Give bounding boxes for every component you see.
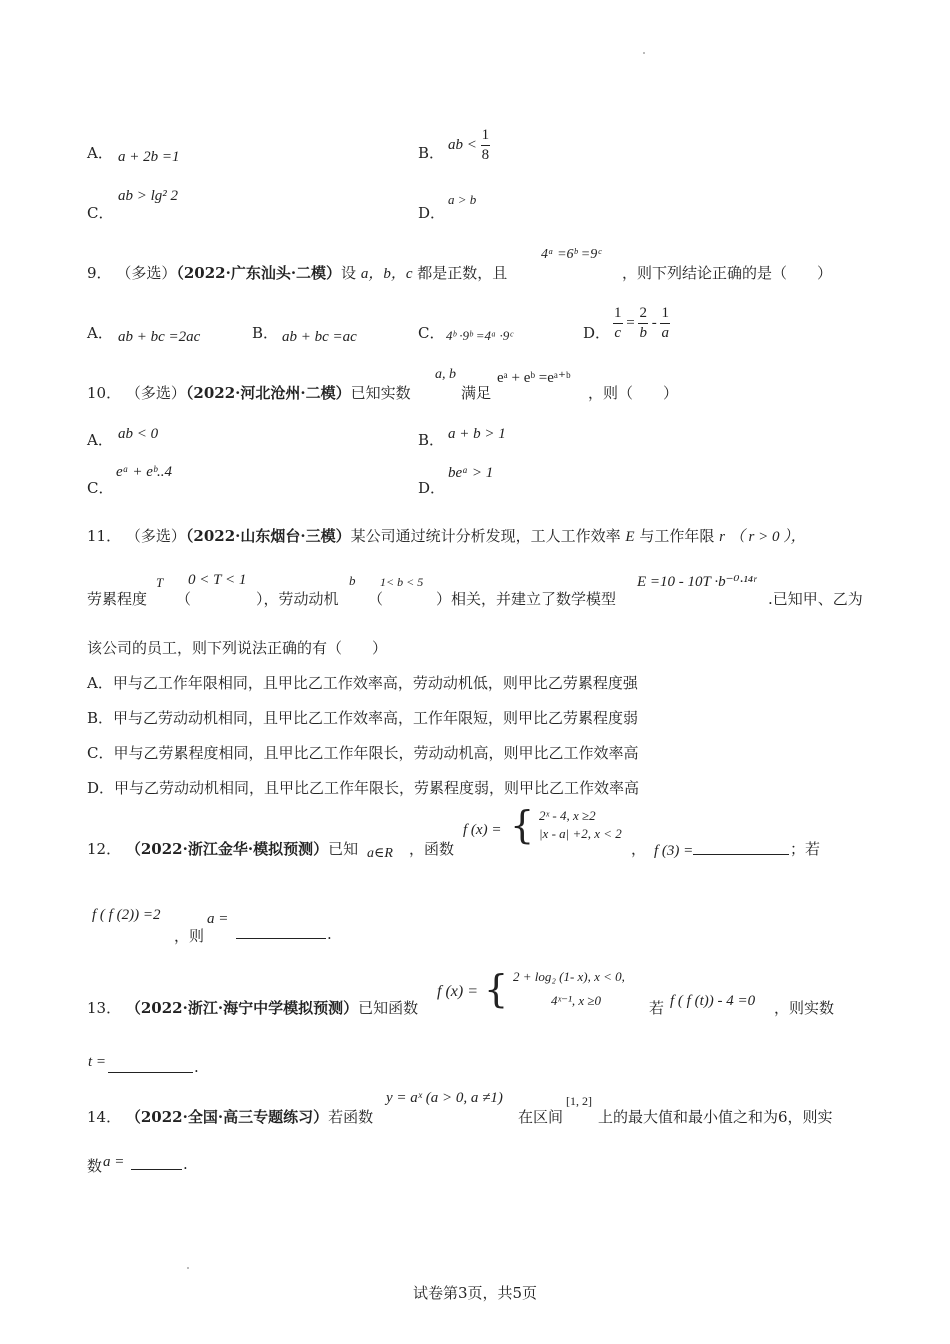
q9-d-d3: a: [661, 325, 669, 341]
q13-answer-blank[interactable]: [108, 1072, 193, 1073]
q12-number: 12．: [87, 840, 122, 858]
q12-piece-2: |x - a| +2, x < 2: [538, 826, 622, 841]
q13-piecewise: [484, 965, 625, 1013]
q8-option-a-expr: a + 2b =1: [118, 149, 180, 165]
q11-line1-text: 某公司通过统计分析发现，工人工作效率: [350, 527, 621, 545]
q13-piece-2: 4ˣ⁻¹, x ≥0: [550, 993, 602, 1008]
q10-vars: a, b: [435, 367, 456, 382]
q12-source: （2022·浙江金华·模拟预测）: [125, 840, 329, 858]
q12-stem: [87, 838, 358, 859]
q9-option-b-label: B．: [252, 324, 279, 342]
q14-answer-blank[interactable]: [131, 1169, 182, 1170]
q11-option-b: B．甲与乙劳动动机相同，且甲比乙工作效率高，工作年限短，则甲比乙劳累程度弱: [87, 709, 639, 727]
q8-option-d-label: D．: [418, 204, 446, 222]
q12-ask2: a =: [207, 911, 229, 927]
q9-stem-pre: 设: [341, 264, 357, 282]
q14-end: .: [183, 1155, 188, 1173]
q11-number: 11．: [87, 527, 122, 545]
q10-stem: [87, 382, 411, 403]
q11-tag: （多选）: [125, 527, 186, 545]
q10-option-a-expr: ab < 0: [118, 426, 159, 442]
scan-dot: [643, 52, 645, 54]
q11-option-d: D．甲与乙劳动动机相同，且甲比乙工作年限长，劳累程度弱，则甲比乙工作效率高: [87, 779, 640, 797]
q8-b-den: 8: [481, 147, 490, 163]
q12-pieces: [539, 807, 622, 843]
q12-ask1-post: ；若: [790, 840, 821, 858]
q11-cond-t: 0 < T < 1: [188, 572, 247, 588]
q10-stem-mid: 满足: [461, 384, 492, 402]
q11-option-c: C．甲与乙劳累程度相同，且甲比乙工作年限长，劳动动机高，则甲比乙工作效率高: [87, 744, 639, 762]
q9-d-n1: 1: [613, 306, 623, 324]
q9-source: （2022·广东汕头·二模）: [176, 264, 342, 282]
q12-stem-pre: 已知: [328, 840, 359, 858]
q14-stem-mid: 在区间: [518, 1108, 564, 1126]
q8-option-c-expr: ab > lg² 2: [118, 188, 179, 204]
q10-condition: eᵃ + eᵇ =eᵃ⁺ᵇ: [497, 370, 571, 386]
q10-stem-post: ，则（ ）: [588, 384, 679, 402]
q9-stem-post: ，则下列结论正确的是（ ）: [622, 264, 833, 282]
q9-option-a-expr: ab + bc =2ac: [118, 329, 201, 345]
q8-b-num: 1: [481, 128, 491, 146]
q13-f-def: f (x) =: [437, 983, 478, 1000]
q11-line2-post: .已知甲、乙为: [768, 590, 863, 608]
q9-option-c-label: C．: [418, 324, 445, 342]
scan-dot: [187, 1267, 189, 1269]
q11-mid3: ）相关，并建立了数学模型: [436, 590, 617, 608]
q11-line2-pre: 劳累程度: [87, 590, 148, 608]
q13-piece-1: 2 + log₂ (1- x), x < 0,: [512, 969, 625, 984]
q12-answer-blank-1[interactable]: [693, 854, 789, 855]
q14-interval: [1, 2]: [566, 1094, 592, 1108]
q14-stem-post: 上的最大值和最小值之和为6，则实: [598, 1108, 833, 1126]
q10-option-b-expr: a + b > 1: [448, 426, 506, 442]
q8-option-d-expr: a > b: [448, 192, 477, 207]
q11-mid2: ），劳动动机: [256, 590, 339, 608]
q11-source: （2022·山东烟台·三模）: [185, 527, 351, 545]
q9-d-frac-2: [638, 306, 648, 341]
q13-ruo: 若: [649, 999, 665, 1017]
q12-line2-expr: f ( f (2)) =2: [92, 907, 161, 923]
q10-option-a-label: A．: [87, 431, 113, 449]
q9-vars: a，b，c: [360, 266, 413, 282]
page-footer: 试卷第3页，共5页: [412, 1284, 538, 1302]
q9-d-d2: b: [639, 325, 647, 341]
q11-mid1: 与工作年限: [639, 527, 715, 545]
q13-cond: f ( f (t)) - 4 =0: [670, 993, 756, 1009]
q11-var-e: E: [625, 529, 635, 545]
q14-line2-pre: 数: [87, 1157, 103, 1175]
q11-var-r: r: [719, 529, 725, 545]
q12-answer-blank-2[interactable]: [236, 938, 326, 939]
q10-option-c-expr: eᵃ + eᵇ..4: [116, 464, 172, 480]
q11-var-b: b: [349, 573, 356, 588]
q14-source: （2022·全国·高三专题练习）: [125, 1108, 329, 1126]
q9-option-a-label: A．: [87, 324, 113, 342]
q11-cond-b: 1< b < 5: [380, 575, 424, 589]
q11-var-t: T: [156, 575, 164, 590]
q12-f-def: f (x) =: [463, 822, 502, 838]
q9-d-n2: 2: [638, 306, 648, 324]
q13-ask: t =: [88, 1054, 107, 1070]
q8-option-b-expr: [448, 128, 490, 163]
q9-d-frac-1: [613, 306, 623, 341]
q10-option-d-expr: beᵃ > 1: [448, 465, 494, 481]
q13-brace: {: [484, 967, 509, 1011]
q14-ask: a =: [103, 1154, 125, 1170]
q13-source: （2022·浙江·海宁中学模拟预测）: [125, 999, 359, 1017]
q14-stem-pre: 若函数: [328, 1108, 374, 1126]
q11-cond-r: （ r > 0 ），: [729, 529, 806, 545]
q9-d-d1: c: [614, 325, 622, 341]
q10-number: 10．: [87, 384, 122, 402]
q9-d-n3: 1: [660, 306, 670, 324]
q9-d-frac-3: [660, 306, 670, 341]
q12-comma: ，: [631, 840, 647, 858]
q9-option-c-expr: 4ᵇ ·9ᵇ =4ᵃ ·9ᶜ: [446, 328, 513, 343]
q8-option-c-label: C．: [87, 204, 114, 222]
q9-option-d-expr: $\frac{1}{c}$ = $\frac{2}{b}$ - $\frac{1}{a}$: [614, 305, 669, 341]
q12-ask1: f (3) =: [654, 843, 694, 859]
q14-stem: [87, 1106, 373, 1127]
q10-tag: （多选）: [125, 384, 186, 402]
q11-paren-open-t: （: [176, 590, 192, 608]
q13-number: 13．: [87, 999, 122, 1017]
q11-model: E =10 - 10T ·b⁻⁰·¹⁴ʳ: [637, 574, 757, 590]
q10-stem-pre: 已知实数: [350, 384, 411, 402]
q14-number: 14．: [87, 1108, 122, 1126]
q9-stem: [87, 262, 507, 283]
q12-cond: a∈R: [367, 846, 393, 861]
q8-b-fraction: [481, 128, 491, 163]
q11-line3: 该公司的员工，则下列说法正确的有（ ）: [87, 639, 388, 657]
q12-piece-1: 2ˣ - 4, x ≥2: [538, 808, 596, 823]
q13-pieces: [513, 965, 625, 1013]
q10-source: （2022·河北沧州·二模）: [185, 384, 351, 402]
q8-option-b-label: B．: [418, 144, 445, 162]
q9-stem-mid: 都是正数，且: [417, 264, 508, 282]
q10-option-c-label: C．: [87, 479, 114, 497]
q12-line2-mid: ，则: [174, 927, 205, 945]
q13-stem-pre: 已知函数: [358, 999, 419, 1017]
q11-line1: [87, 525, 806, 546]
q13-stem-post: ，则实数: [774, 999, 835, 1017]
q12-brace: {: [510, 803, 535, 847]
q13-stem: [87, 997, 418, 1018]
q8-b-left: ab <: [448, 137, 477, 153]
q9-condition: 4ᵃ =6ᵇ =9ᶜ: [541, 247, 601, 262]
q12-end: .: [327, 925, 332, 943]
q11-paren-open-b: （: [368, 590, 384, 608]
q9-tag: （多选）: [116, 264, 177, 282]
q14-func: y = aˣ (a > 0, a ≠1): [386, 1090, 503, 1106]
q13-end: .: [194, 1058, 199, 1076]
q12-stem-mid: ，函数: [409, 840, 455, 858]
q8-option-a-label: A．: [87, 144, 113, 162]
q10-option-d-label: D．: [418, 479, 446, 497]
q10-option-b-label: B．: [418, 431, 445, 449]
q9-option-b-expr: ab + bc =ac: [282, 329, 357, 345]
q9-number: 9．: [87, 264, 112, 282]
q12-piecewise: [510, 803, 622, 847]
q9-option-d-label: D．: [583, 324, 611, 342]
q11-option-a: A．甲与乙工作年限相同，且甲比乙工作效率高，劳动动机低，则甲比乙劳累程度强: [87, 674, 638, 692]
